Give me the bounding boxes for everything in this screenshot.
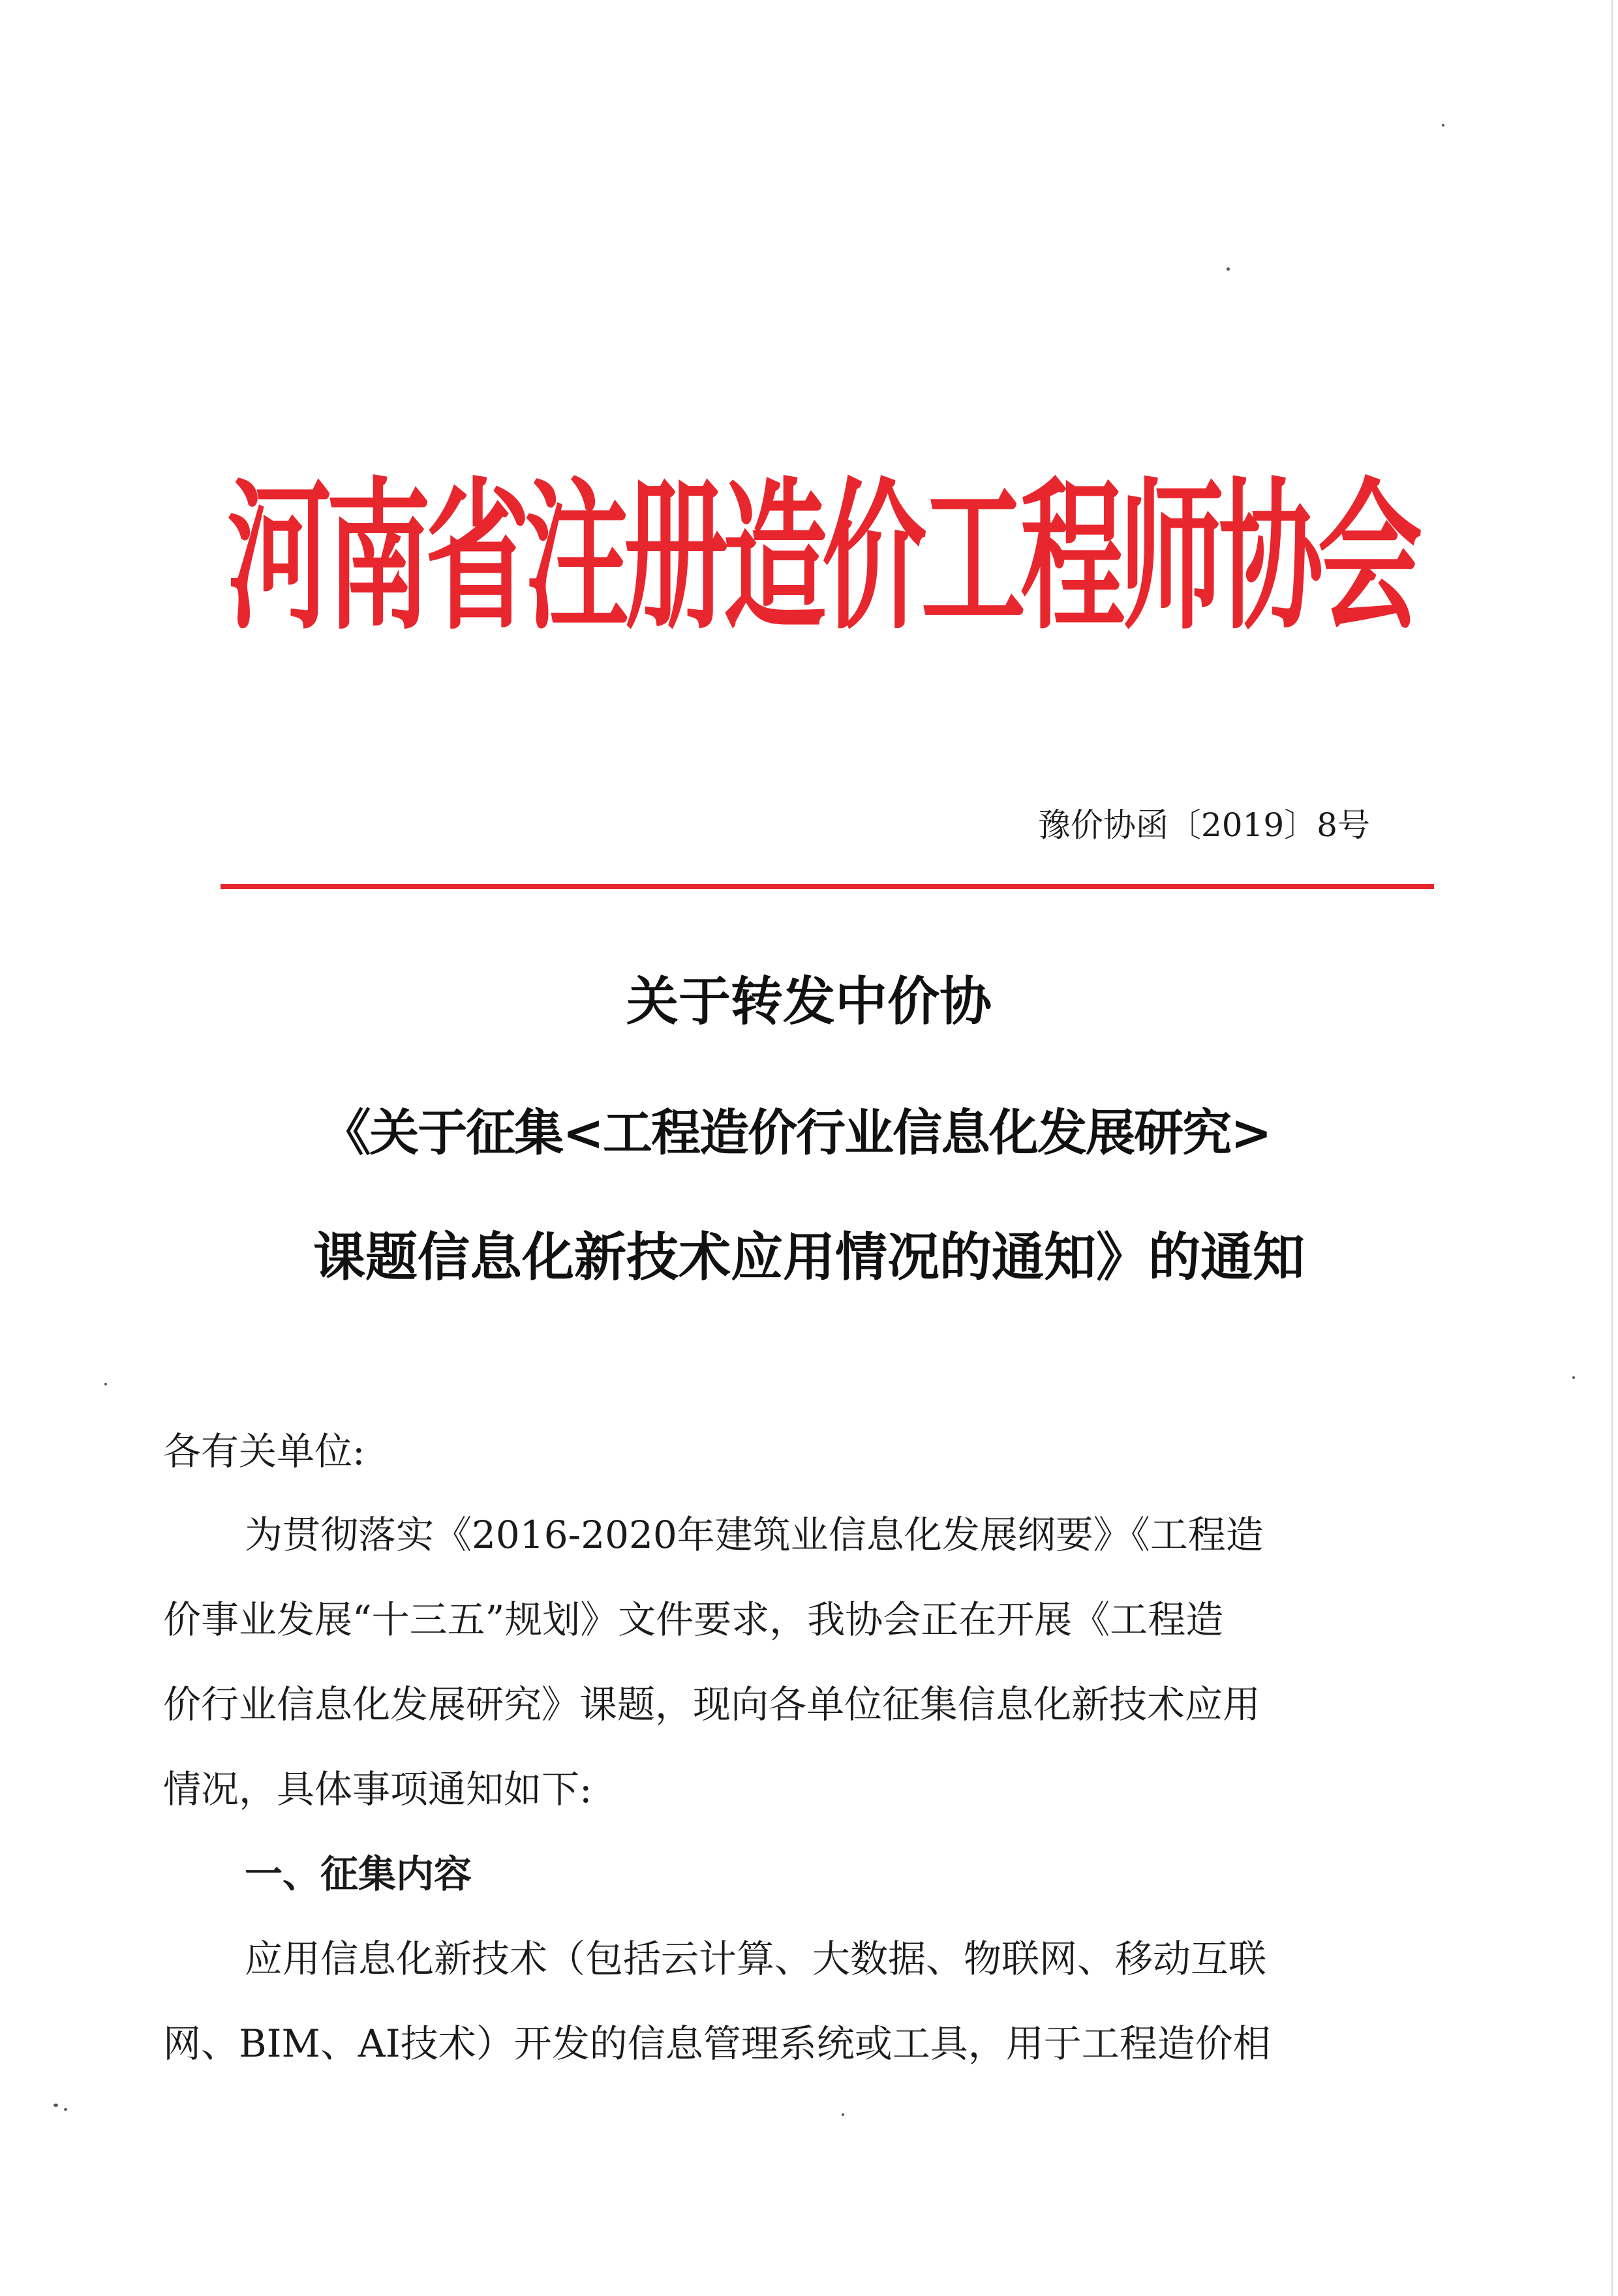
paragraph-2-line-1: 应用信息化新技术（包括云计算、大数据、物联网、移动互联 — [245, 1937, 1267, 1981]
section-heading-1: 一、征集内容 — [245, 1852, 472, 1896]
title-line-1: 关于转发中价协 — [626, 971, 992, 1032]
salutation: 各有关单位: — [163, 1429, 365, 1473]
issuer-masthead: 河南省注册造价工程师协会 — [226, 462, 1417, 652]
scan-speck — [64, 2108, 67, 2111]
document-number: 豫价协函〔2019〕8号 — [1037, 806, 1370, 844]
title-line-2: 《关于征集<工程造价行业信息化发展研究> — [321, 1104, 1271, 1162]
paragraph-1-line-3: 价行业信息化发展研究》课题，现向各单位征集信息化新技术应用 — [163, 1682, 1261, 1727]
paragraph-1-line-2: 价事业发展“十三五”规划》文件要求，我协会正在开展《工程造 — [163, 1597, 1224, 1642]
paragraph-1-line-4: 情况，具体事项通知如下: — [163, 1767, 592, 1811]
scan-speck — [53, 2104, 58, 2107]
scan-speck — [1442, 124, 1444, 127]
scan-edge — [1611, 0, 1613, 2296]
scan-speck — [104, 1383, 107, 1385]
paragraph-2-line-2: 网、BIM、AI技术）开发的信息管理系统或工具，用于工程造价相 — [163, 2021, 1271, 2066]
header-divider — [221, 884, 1434, 889]
title-line-3: 课题信息化新技术应用情况的通知》的通知 — [313, 1226, 1305, 1288]
scan-speck — [842, 2113, 844, 2116]
scan-speck — [1572, 1376, 1575, 1379]
paragraph-1-line-1: 为贯彻落实《2016-2020年建筑业信息化发展纲要》《工程造 — [245, 1513, 1264, 1557]
scan-speck — [1227, 267, 1230, 271]
